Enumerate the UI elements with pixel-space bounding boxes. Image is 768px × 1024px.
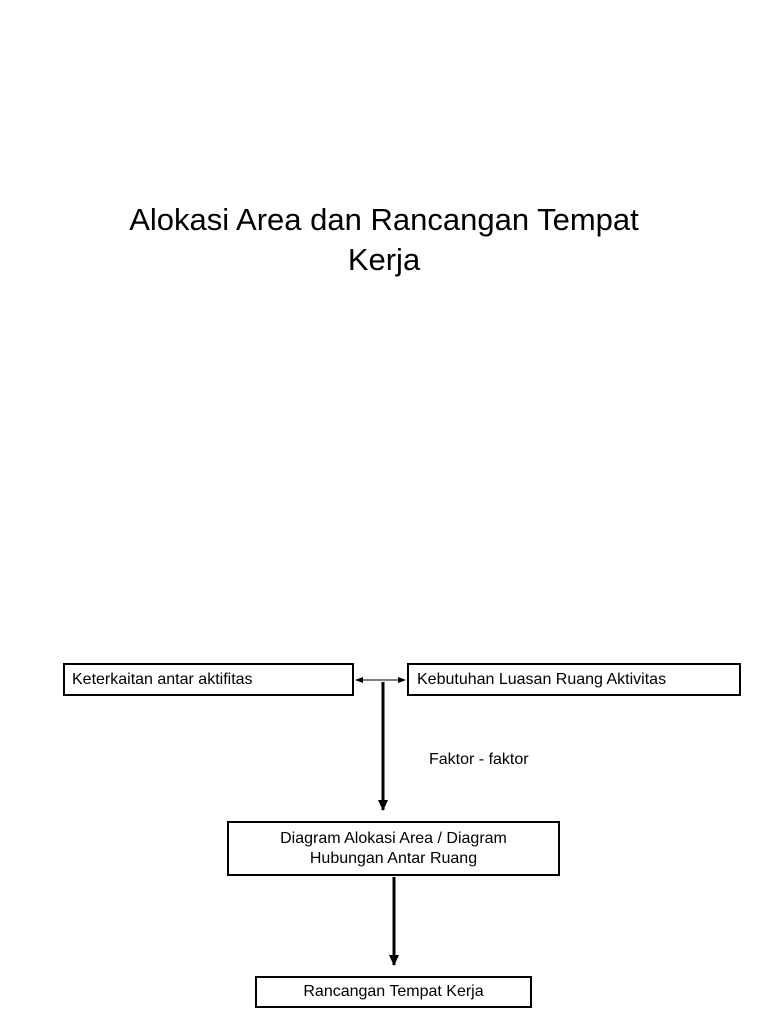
- node-area-diagram-line-1: Diagram Alokasi Area / Diagram: [280, 829, 507, 847]
- node-workplace-design-label: Rancangan Tempat Kerja: [303, 983, 484, 1000]
- node-space-requirement: [407, 663, 741, 696]
- title-line-1: Alokasi Area dan Rancangan Tempat: [129, 202, 639, 237]
- title-line-2: Kerja: [347, 242, 421, 277]
- node-activity-relation: [63, 663, 354, 696]
- node-workplace-design: [255, 976, 532, 1008]
- node-space-requirement-label: Kebutuhan Luasan Ruang Aktivitas: [417, 670, 667, 688]
- node-area-diagram: [227, 821, 560, 876]
- edge-label-factors: Faktor - faktor: [429, 751, 529, 768]
- node-area-diagram-line-2: Hubungan Antar Ruang: [309, 849, 478, 867]
- node-activity-relation-label: Keterkaitan antar aktifitas: [72, 670, 253, 688]
